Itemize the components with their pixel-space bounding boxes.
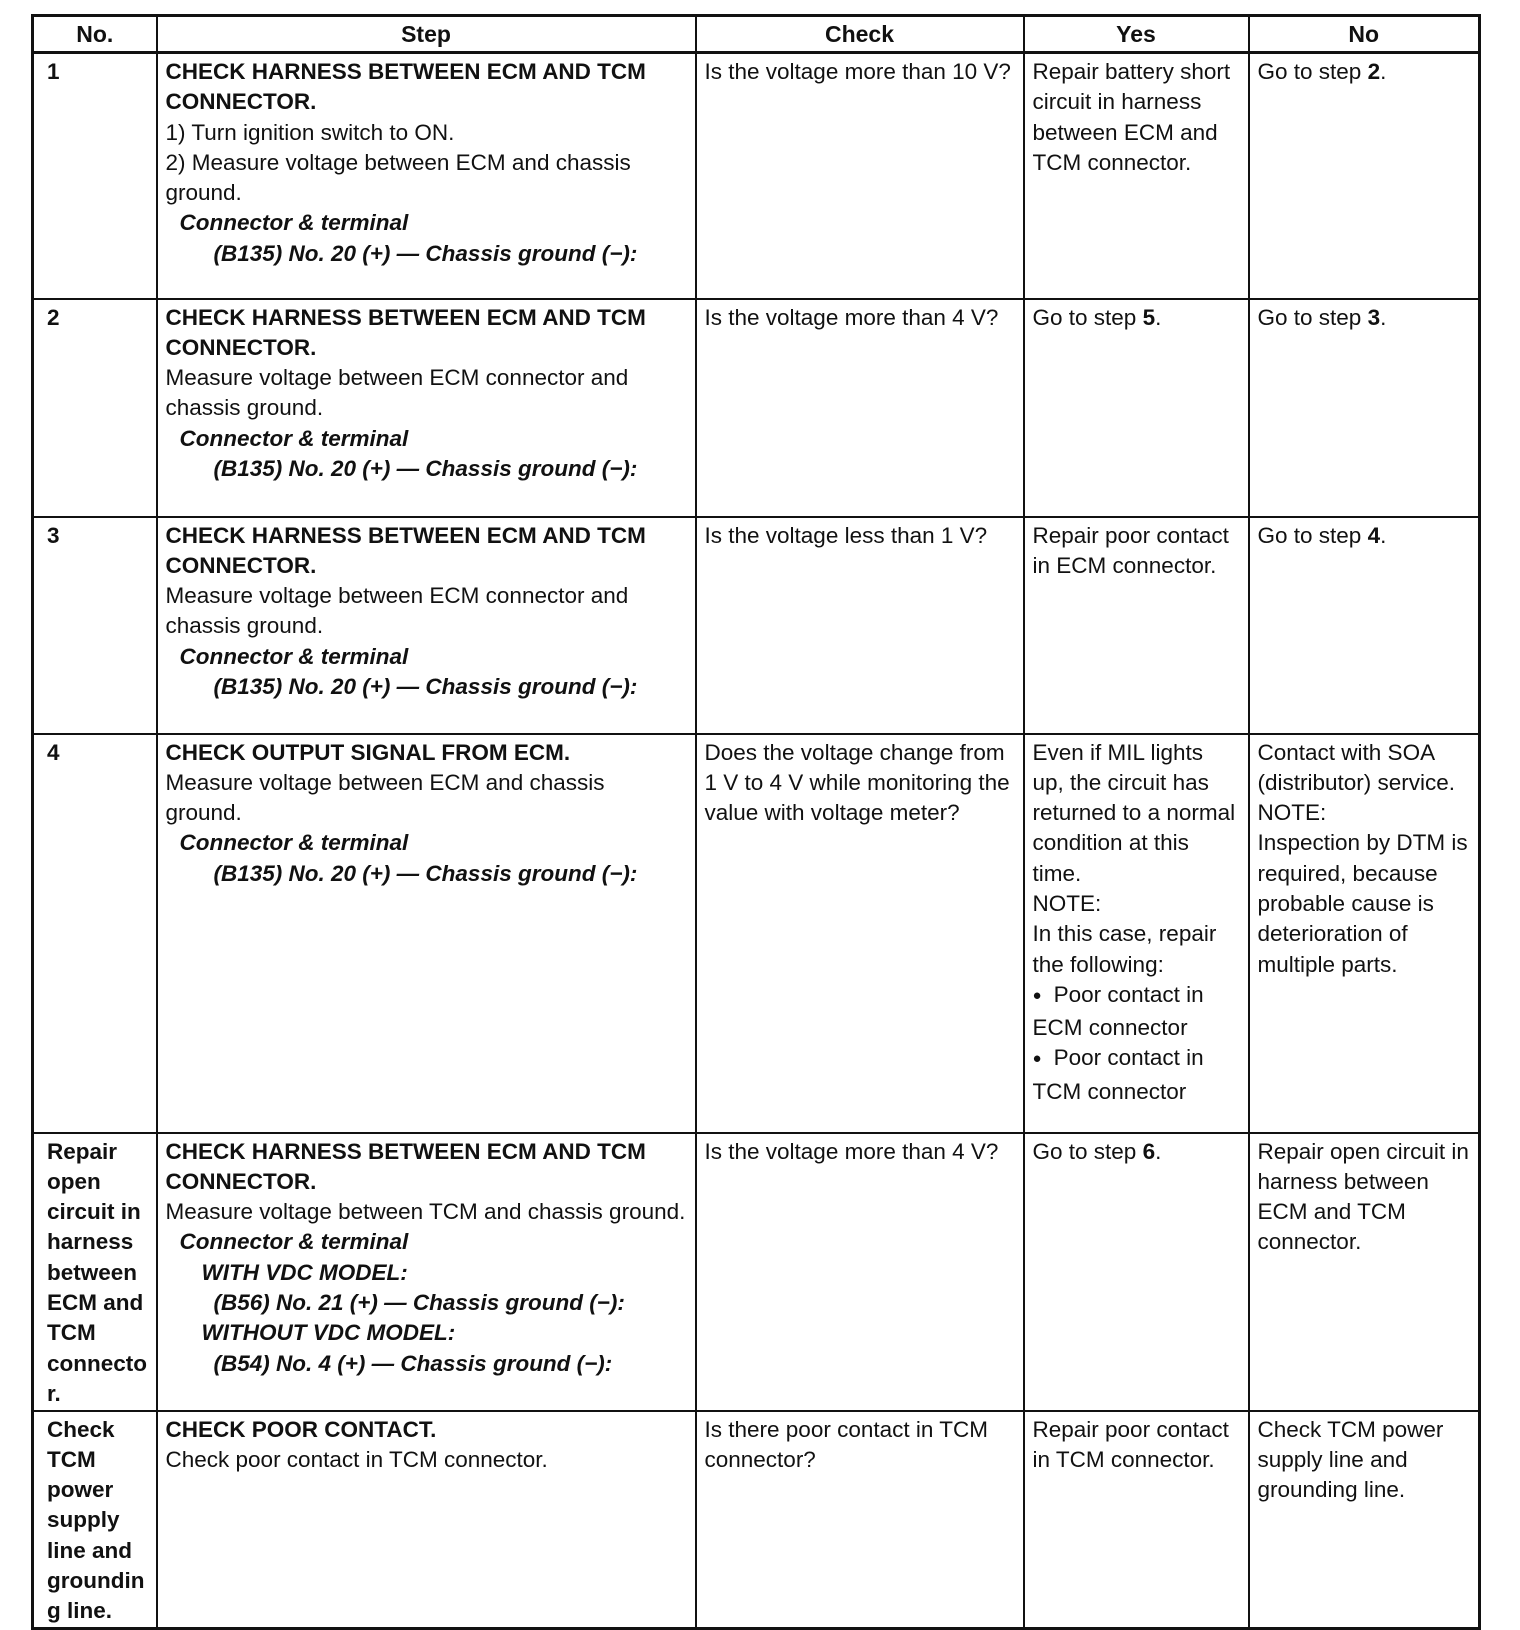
connector-label: Connector & terminal <box>179 830 409 856</box>
no-step-number: 3 <box>1367 304 1381 330</box>
header-no-answer: No <box>1249 16 1480 53</box>
connector-label: Connector & terminal <box>179 643 409 669</box>
yes-prefix: Go to step <box>1032 304 1143 330</box>
header-step: Step <box>157 16 696 53</box>
no-cell <box>1249 53 1480 299</box>
yes-text: Even if MIL lights up, the circuit has returned to a normal condition at this time. <box>1032 739 1236 886</box>
step-cell <box>157 53 696 299</box>
row-number: 3 <box>33 517 157 734</box>
step-title: CHECK HARNESS BETWEEN ECM AND TCM CONNECTOR. <box>165 522 646 578</box>
no-prefix: Go to step <box>1257 304 1368 330</box>
yes-note-label: NOTE: <box>1032 890 1102 916</box>
terminal-spec: (B56) No. 21 (+) — Chassis ground (−): <box>213 1289 625 1315</box>
no-text: Contact with SOA (distributor) service. <box>1257 739 1456 795</box>
step-instruction: 1) Turn ignition switch to ON. <box>165 119 455 145</box>
yes-note-text: In this case, repair the following: <box>1032 921 1217 977</box>
model-label: WITHOUT VDC MODEL: <box>201 1320 456 1346</box>
no-cell: Repair open circuit in harness between ECM and TCM connector. <box>1249 1133 1480 1411</box>
check-cell: Is there poor contact in TCM connector? <box>696 1411 1024 1629</box>
table-row <box>33 734 1480 1133</box>
no-cell <box>1249 299 1480 517</box>
no-suffix: . <box>1380 59 1387 84</box>
diagnostic-table-page <box>31 14 1478 1630</box>
step-cell <box>157 1133 696 1411</box>
step-cell <box>157 1411 696 1629</box>
step-cell <box>157 299 696 517</box>
check-cell: Is the voltage more than 4 V? <box>696 299 1024 517</box>
yes-suffix: . <box>1155 304 1162 330</box>
row-number: Repair open circuit in harness between ECM and TCM connector. <box>33 1133 157 1411</box>
no-prefix: Go to step <box>1257 59 1368 84</box>
step-cell <box>157 734 696 1133</box>
yes-suffix: . <box>1155 1138 1162 1164</box>
yes-cell: Repair poor contact in ECM connector. <box>1024 517 1249 734</box>
check-cell: Is the voltage more than 4 V? <box>696 1133 1024 1411</box>
row-number: 2 <box>33 299 157 517</box>
step-instruction: Measure voltage between ECM connector and chassis ground. <box>165 365 629 421</box>
no-suffix: . <box>1380 304 1387 330</box>
terminal-spec: (B135) No. 20 (+) — Chassis ground (−): <box>213 240 638 266</box>
step-title: CHECK HARNESS BETWEEN ECM AND TCM CONNECTOR. <box>165 59 646 115</box>
table-row <box>33 1133 1480 1411</box>
diagnostic-table <box>31 14 1481 1630</box>
yes-step-number: 6 <box>1142 1138 1156 1164</box>
step-instruction: 2) Measure voltage between ECM and chassis ground. <box>165 149 631 206</box>
yes-prefix: Go to step <box>1032 1138 1143 1164</box>
step-instruction: Measure voltage between ECM and chassis ground. <box>165 769 605 826</box>
terminal-spec: (B135) No. 20 (+) — Chassis ground (−): <box>213 860 638 886</box>
header-yes: Yes <box>1024 16 1249 53</box>
check-cell: Is the voltage less than 1 V? <box>696 517 1024 734</box>
step-instruction: Check poor contact in TCM connector. <box>165 1446 548 1472</box>
terminal-spec: (B135) No. 20 (+) — Chassis ground (−): <box>213 673 638 699</box>
connector-label: Connector & terminal <box>179 1229 409 1255</box>
step-title: CHECK HARNESS BETWEEN ECM AND TCM CONNECTOR. <box>165 304 646 360</box>
no-suffix: . <box>1380 522 1387 548</box>
yes-bullet-item: ● Poor contact in ECM connector <box>1033 980 1240 1044</box>
row-number: 1 <box>33 53 157 299</box>
yes-cell: Repair battery short circuit in harness between ECM and TCM connector. <box>1024 53 1249 299</box>
yes-step-number: 5 <box>1142 304 1156 330</box>
table-row <box>33 53 1480 299</box>
no-step-number: 4 <box>1367 522 1381 548</box>
step-instruction: Measure voltage between TCM and chassis ground. <box>165 1199 686 1225</box>
yes-cell <box>1024 1133 1249 1411</box>
step-title: CHECK OUTPUT SIGNAL FROM ECM. <box>165 739 571 765</box>
no-cell: Check TCM power supply line and grounding line. <box>1249 1411 1480 1629</box>
no-cell <box>1249 517 1480 734</box>
table-header-row <box>33 16 1480 53</box>
no-step-number: 2 <box>1367 59 1381 84</box>
no-prefix: Go to step <box>1257 522 1368 548</box>
model-label: WITH VDC MODEL: <box>201 1259 408 1285</box>
table-row <box>33 1411 1480 1629</box>
connector-label: Connector & terminal <box>179 210 409 236</box>
connector-label: Connector & terminal <box>179 425 409 451</box>
yes-cell <box>1024 299 1249 517</box>
no-note-label: NOTE: <box>1257 800 1327 826</box>
no-cell <box>1249 734 1480 1133</box>
header-no: No. <box>33 16 157 53</box>
step-title: CHECK HARNESS BETWEEN ECM AND TCM CONNECTOR. <box>165 1138 646 1194</box>
no-note-text: Inspection by DTM is required, because probable cause is deterioration of multiple parts. <box>1257 830 1468 977</box>
step-instruction: Measure voltage between ECM connector and chassis ground. <box>165 583 629 639</box>
table-row <box>33 299 1480 517</box>
yes-bullet-item: ● Poor contact in TCM connector <box>1033 1043 1240 1107</box>
terminal-spec: (B54) No. 4 (+) — Chassis ground (−): <box>213 1350 613 1376</box>
terminal-spec: (B135) No. 20 (+) — Chassis ground (−): <box>213 455 638 481</box>
row-number: 4 <box>33 734 157 1133</box>
step-cell <box>157 517 696 734</box>
yes-cell <box>1024 734 1249 1133</box>
check-cell: Is the voltage more than 10 V? <box>696 53 1024 299</box>
check-cell: Does the voltage change from 1 V to 4 V while monitoring the value with voltage meter? <box>696 734 1024 1133</box>
header-check: Check <box>696 16 1024 53</box>
row-number: Check TCM power supply line and grounding line. <box>33 1411 157 1629</box>
table-row <box>33 517 1480 734</box>
step-title: CHECK POOR CONTACT. <box>165 1416 437 1442</box>
yes-cell: Repair poor contact in TCM connector. <box>1024 1411 1249 1629</box>
